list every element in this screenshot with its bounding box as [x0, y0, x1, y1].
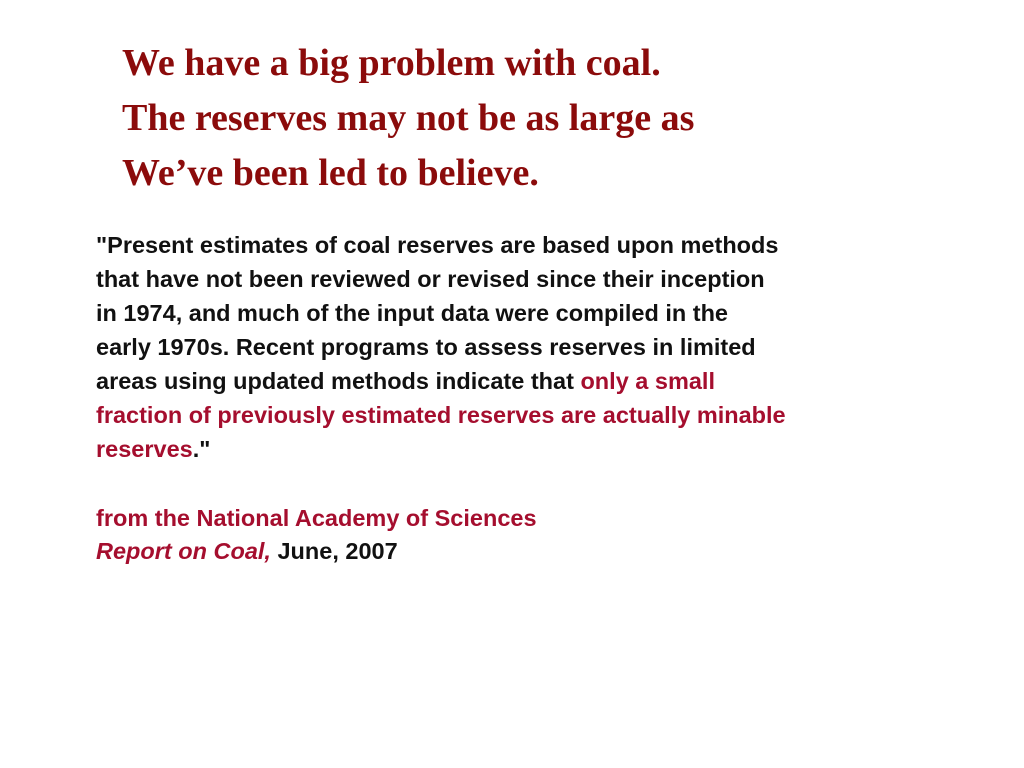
- source-organization: from the National Academy of Sciences: [96, 505, 537, 531]
- quote-highlight-middle: fraction of previously estimated reserves are actually minable: [96, 402, 786, 428]
- title-line-3: We’ve been led to believe.: [122, 152, 539, 194]
- quote-block: [96, 228, 956, 466]
- quote-closing: .": [192, 436, 211, 462]
- quote-line-5: [96, 364, 956, 398]
- quote-highlight-end: reserves: [96, 436, 193, 462]
- source-report-title: Report on Coal,: [96, 538, 271, 564]
- source-report-line: [96, 535, 537, 568]
- quote-line-5-text: areas using updated methods indicate that: [96, 368, 581, 394]
- quote-highlight-start: only a small: [580, 368, 715, 394]
- quote-line-7: [96, 432, 956, 466]
- quote-line-1: "Present estimates of coal reserves are based upon methods: [96, 232, 779, 258]
- slide-title: [122, 36, 694, 201]
- quote-line-4: early 1970s. Recent programs to assess reserves in limited: [96, 334, 756, 360]
- quote-line-3: in 1974, and much of the input data were compiled in the: [96, 300, 728, 326]
- source-date: June, 2007: [270, 538, 398, 564]
- title-line-1: We have a big problem with coal.: [122, 42, 661, 84]
- source-citation: [96, 502, 537, 568]
- quote-line-2: that have not been reviewed or revised since their inception: [96, 266, 765, 292]
- title-line-2: The reserves may not be as large as: [122, 97, 695, 139]
